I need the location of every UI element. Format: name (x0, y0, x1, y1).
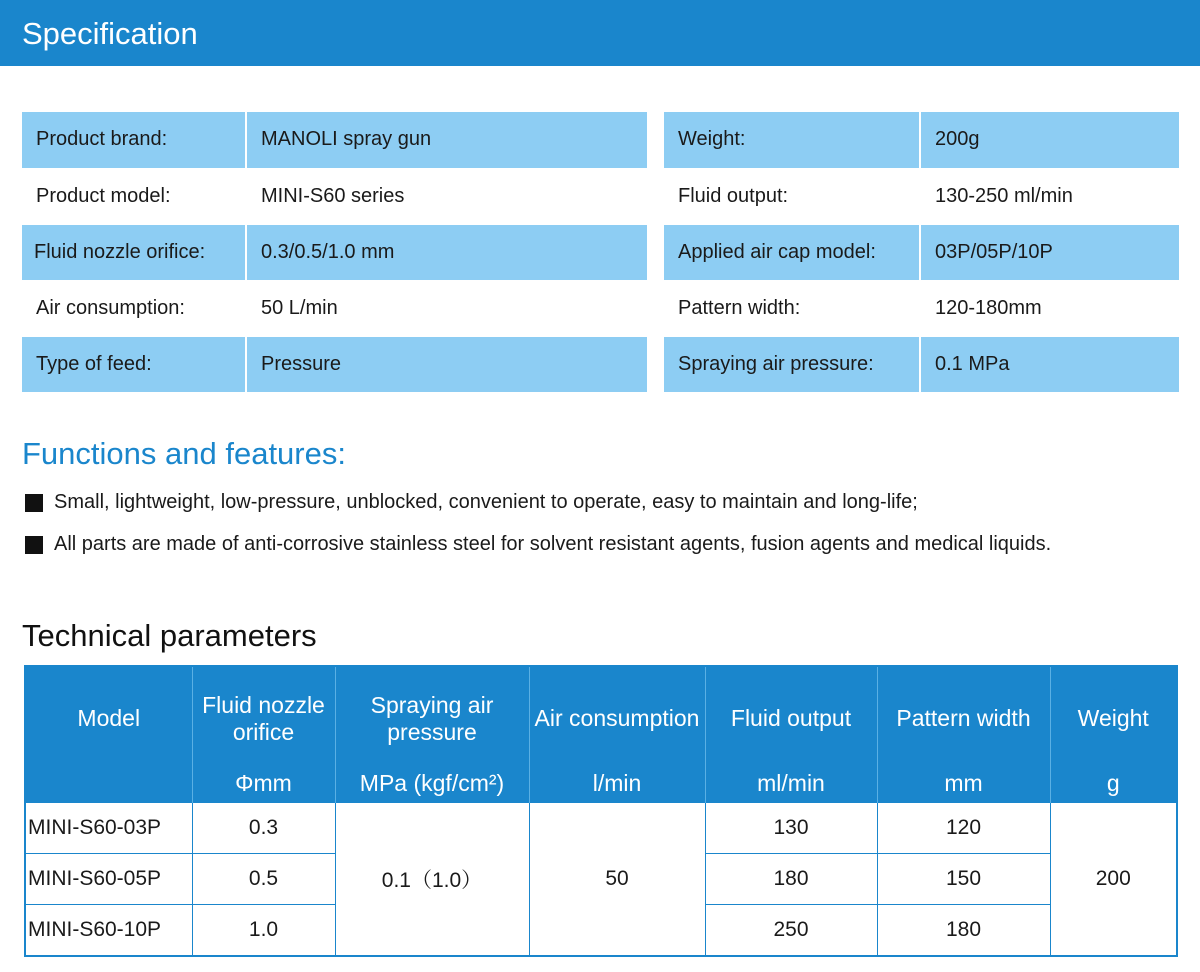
spec-value: Pressure (246, 336, 647, 392)
weight-cell: 200 (1050, 803, 1177, 957)
spec-table-right (664, 112, 1179, 393)
spec-row (22, 112, 647, 168)
orifice-cell: 0.3 (192, 803, 335, 854)
spec-label: Fluid nozzle orifice: (22, 224, 246, 280)
spec-row (22, 168, 647, 224)
spec-label: Applied air cap model: (664, 224, 920, 280)
spec-label: Pattern width: (664, 280, 920, 336)
spec-value: 120-180mm (935, 296, 1042, 319)
orifice-cell: 1.0 (192, 905, 335, 957)
spec-label: Weight: (664, 112, 920, 168)
spec-row (664, 224, 1179, 280)
orifice-cell: 0.5 (192, 854, 335, 905)
spec-value: MANOLI spray gun (246, 112, 647, 168)
spec-row (664, 280, 1179, 336)
spec-row (22, 336, 647, 392)
pressure-cell: 0.1（1.0） (335, 803, 529, 957)
technical-title: Technical parameters (22, 618, 317, 653)
fluid-output-cell: 130 (705, 803, 877, 854)
column-header: Fluid output ml/min (705, 666, 877, 803)
spec-value: 03P/05P/10P (920, 224, 1179, 280)
list-item (22, 532, 1182, 557)
column-header: Spraying air pressure MPa (kgf/cm²) (335, 666, 529, 803)
list-item (22, 490, 1182, 515)
fluid-output-cell: 180 (705, 854, 877, 905)
table-row (25, 803, 1177, 854)
feature-text: All parts are made of anti-corrosive stainless steel for solvent resistant agents, fusion agents and medical liquids. (54, 533, 1052, 555)
pattern-width-cell: 120 (877, 803, 1050, 854)
spec-label: Product brand: (22, 112, 246, 168)
model-cell: MINI-S60-05P (25, 854, 192, 905)
spec-value: 200g (920, 112, 1179, 168)
column-header: Pattern width mm (877, 666, 1050, 803)
spec-label: Type of feed: (22, 336, 246, 392)
model-cell: MINI-S60-10P (25, 905, 192, 957)
column-header: Model (25, 666, 192, 803)
spec-value: 130-250 ml/min (935, 184, 1073, 207)
page-title: Specification (22, 16, 198, 51)
spec-row (664, 112, 1179, 168)
spec-label: Product model: (22, 168, 246, 224)
model-cell: MINI-S60-03P (25, 803, 192, 854)
spec-label: Spraying air pressure: (664, 336, 920, 392)
pattern-width-cell: 180 (877, 905, 1050, 957)
spec-row (22, 224, 647, 280)
spec-value: 50 L/min (261, 296, 338, 319)
column-header: Air consumption l/min (529, 666, 705, 803)
spec-row (664, 168, 1179, 224)
fluid-output-cell: 250 (705, 905, 877, 957)
feature-list (22, 490, 1182, 574)
spec-label: Fluid output: (664, 168, 920, 224)
column-header: Weight g (1050, 666, 1177, 803)
square-bullet-icon (25, 494, 43, 512)
header-bar (0, 0, 1200, 66)
spec-table-left (22, 112, 647, 393)
spec-value: 0.1 MPa (920, 336, 1179, 392)
spec-row (664, 336, 1179, 392)
spec-row (22, 280, 647, 336)
table-header-row (25, 666, 1177, 803)
spec-label: Air consumption: (22, 280, 246, 336)
features-title: Functions and features: (22, 436, 346, 471)
air-consumption-cell: 50 (529, 803, 705, 957)
spec-value: 0.3/0.5/1.0 mm (246, 224, 647, 280)
pattern-width-cell: 150 (877, 854, 1050, 905)
technical-table (24, 665, 1178, 957)
square-bullet-icon (25, 536, 43, 554)
feature-text: Small, lightweight, low-pressure, unblocked, convenient to operate, easy to maintain and long-life; (54, 491, 918, 513)
column-header: Fluid nozzle orifice Φmm (192, 666, 335, 803)
spec-value: MINI-S60 series (261, 184, 405, 207)
